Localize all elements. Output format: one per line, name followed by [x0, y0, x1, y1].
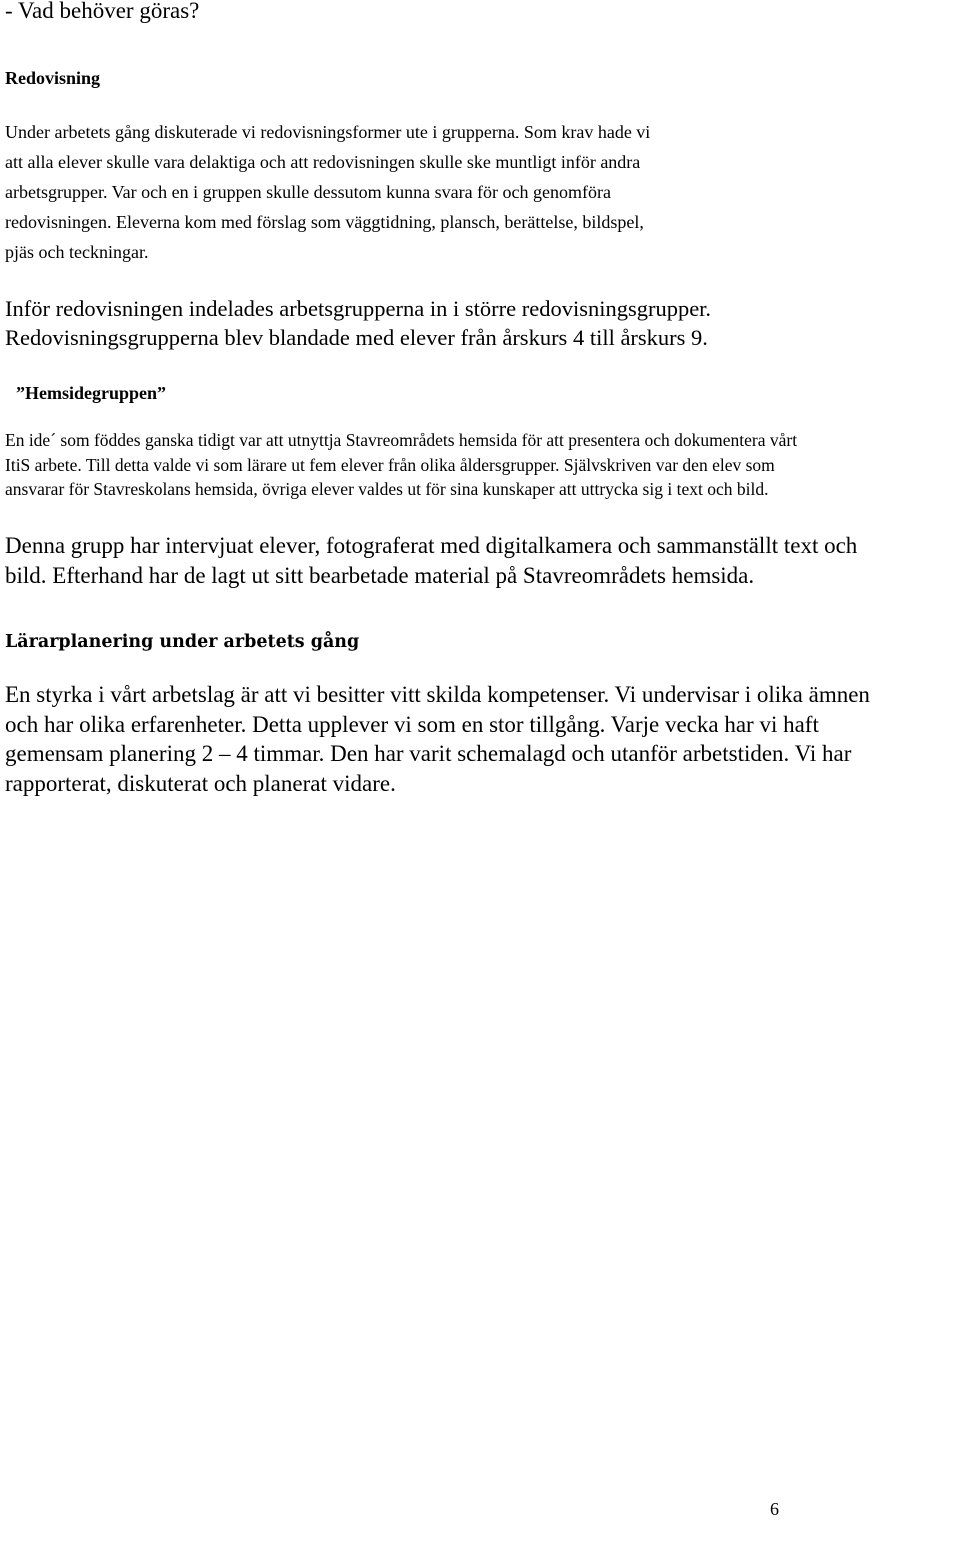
- paragraph-redovisning-requirements: [5, 117, 650, 267]
- heading-hemsidegruppen: ”Hemsidegruppen”: [16, 383, 167, 403]
- text-line: Under arbetets gång diskuterade vi redovisningsformer ute i grupperna. Som krav hade vi: [5, 122, 651, 142]
- page-number: 6: [770, 1499, 779, 1519]
- text-line: En styrka i vårt arbetslag är att vi besitter vitt skilda kompetenser. Vi undervisar i olika ämnen: [5, 682, 870, 707]
- text-line: Redovisningsgrupperna blev blandade med elever från årskurs 4 till årskurs 9.: [5, 325, 708, 350]
- paragraph-redovisning-groups: [5, 294, 711, 352]
- text-line: ansvarar för Stavreskolans hemsida, övriga elever valdes ut för sina kunskaper att uttrycka sig i text och bild.: [5, 479, 769, 499]
- paragraph-lararplanering: [5, 680, 870, 798]
- text-line: rapporterat, diskuterat och planerat vidare.: [5, 770, 396, 796]
- text-line: redovisningen. Eleverna kom med förslag som väggtidning, plansch, berättelse, bildspel,: [5, 212, 644, 232]
- text-line: arbetsgrupper. Var och en i gruppen skulle dessutom kunna svara för och genomföra: [5, 182, 611, 202]
- text-line: gemensam planering 2 – 4 timmar. Den har varit schemalagd och utanför arbetstiden. Vi har: [5, 741, 852, 766]
- heading-redovisning: Redovisning: [5, 68, 101, 88]
- text-line: och har olika erfarenheter. Detta upplever vi som en stor tillgång. Varje vecka har vi haft: [5, 711, 819, 737]
- text-line: ItiS arbete. Till detta valde vi som lärare ut fem elever från olika åldersgrupper. Självskriven var den elev som: [5, 454, 775, 475]
- paragraph-hemsidegruppen-idea: [5, 428, 797, 502]
- text-line: Denna grupp har intervjuat elever, fotograferat med digitalkamera och sammanställt text och: [5, 533, 858, 558]
- text-line: En ide´ som föddes ganska tidigt var att utnyttja Stavreområdets hemsida för att presentera och dokumentera vårt: [5, 430, 798, 450]
- text-line: pjäs och teckningar.: [5, 242, 149, 262]
- text-line: bild. Efterhand har de lagt ut sitt bearbetade material på Stavreområdets hemsida.: [5, 563, 755, 588]
- text-line: att alla elever skulle vara delaktiga och att redovisningen skulle ske muntligt inför andra: [5, 152, 641, 172]
- text-line: Inför redovisningen indelades arbetsgrupperna in i större redovisningsgrupper.: [5, 296, 712, 321]
- previous-section-fragment: - Vad behöver göras?: [5, 0, 200, 23]
- heading-lararplanering: Lärarplanering under arbetets gång: [5, 632, 360, 652]
- paragraph-hemsidegruppen-work: [5, 531, 857, 591]
